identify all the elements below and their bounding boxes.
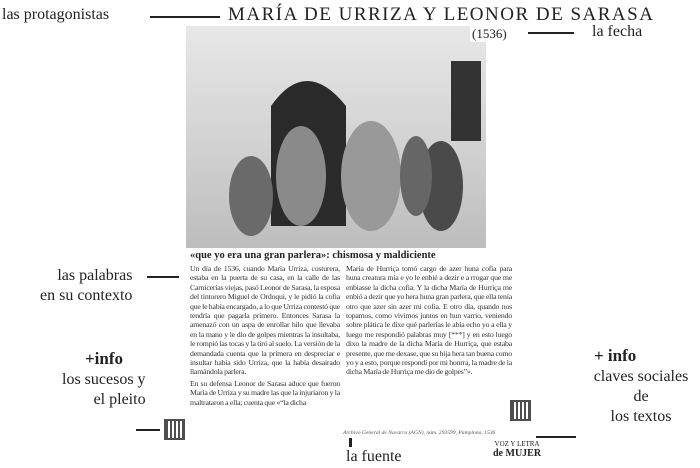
brand-line: VOZ Y LETRA [494,440,540,448]
qr-code-left[interactable] [164,419,185,440]
brand-line: de MUJER [493,448,542,459]
label-line: de [633,388,649,405]
illustration-drawing [186,26,486,248]
label-line: en su contexto [40,287,133,304]
label-protagonistas: las protagonistas [2,6,110,23]
paragraph: En su defensa Leonor de Sarasa aduce que fueron María de Urriza y su madre las que la injuriaron y la maltrataron a ella; cuenta que «“la dicha [190,378,340,407]
brand-logo [493,440,541,459]
source-citation: Archivo General de Navarra (AGN), núm. 293599, Pamplona, 1536 [343,430,496,436]
label-palabras [40,266,132,306]
pointer-line [136,429,160,431]
label-line: los textos [610,408,672,425]
illustration [186,26,486,248]
page-title: MARÍA DE URRIZA Y LEONOR DE SARASA [228,4,655,25]
pointer-line [536,436,576,438]
label-fecha: la fecha [592,23,643,40]
paragraph: Un día de 1536, cuando María Urriza, costurera, estaba en la puerta de su casa, en la calle de las Carnicerías viejas, pasó Leonor de Sarasa, la esposa del tintorero Miguel de Ordoqui, y le pidió la cofia que le había encargado, a lo que Urriza contestó que tendría que pagarla primero. Entonces Sarasa la amenazó con un aspa de enrollar hilo que llevaba en la mano y le dio de golpes mientras la insultaba, le rompió las tocas y la tiró al suelo. La versión de la demandada cuenta que la primera en despreciar e insultar había sido Urriza, que la había desairado llamándola parlera. [190,264,340,377]
pointer-line [150,16,220,18]
label-line: las palabras [57,267,133,284]
qr-code-right[interactable] [510,400,531,421]
quote-paragraph: María de Hurriça tomó cargo de azer huna cofia para huna creatura mía e yo le enbié a dezir e a rrogar que me enbiasse la dicha cofia. Y la dicha María de Hurriça me enbió a dezir que yo hera huna gran parlera, que ella tenía otro que azer sin azer mi cofia. E otro día, quando nos topamos, como vivimos juntos en hun varrio, veniendo sobre plática le dixe qué parlerías le abía echo yo a ella y luego me respondió palabras muy [***] y en esto luego dixo la madre de la dicha María de Hurriça, que estaba presente, que me dexase, que su hija hera tan buena como yo y a esto, porque respondí por mi honrra, la madre de la dicha María de Hurriça me dio de golpes”». [346,264,512,377]
label-sucesos [62,370,146,410]
label-info-left: +info [85,349,124,368]
pointer-line [349,438,352,447]
label-info-right: + info [594,346,637,365]
section-subtitle: «que yo era una gran parlera»: chismosa y maldiciente [190,250,436,261]
year: (1536) [472,26,507,41]
label-line: claves sociales [593,368,689,385]
label-line: los sucesos y [62,371,146,388]
label-claves [586,367,696,427]
pointer-line [528,32,574,34]
label-line: el pleito [93,391,146,408]
label-fuente: la fuente [346,448,402,465]
pointer-line [147,276,179,278]
